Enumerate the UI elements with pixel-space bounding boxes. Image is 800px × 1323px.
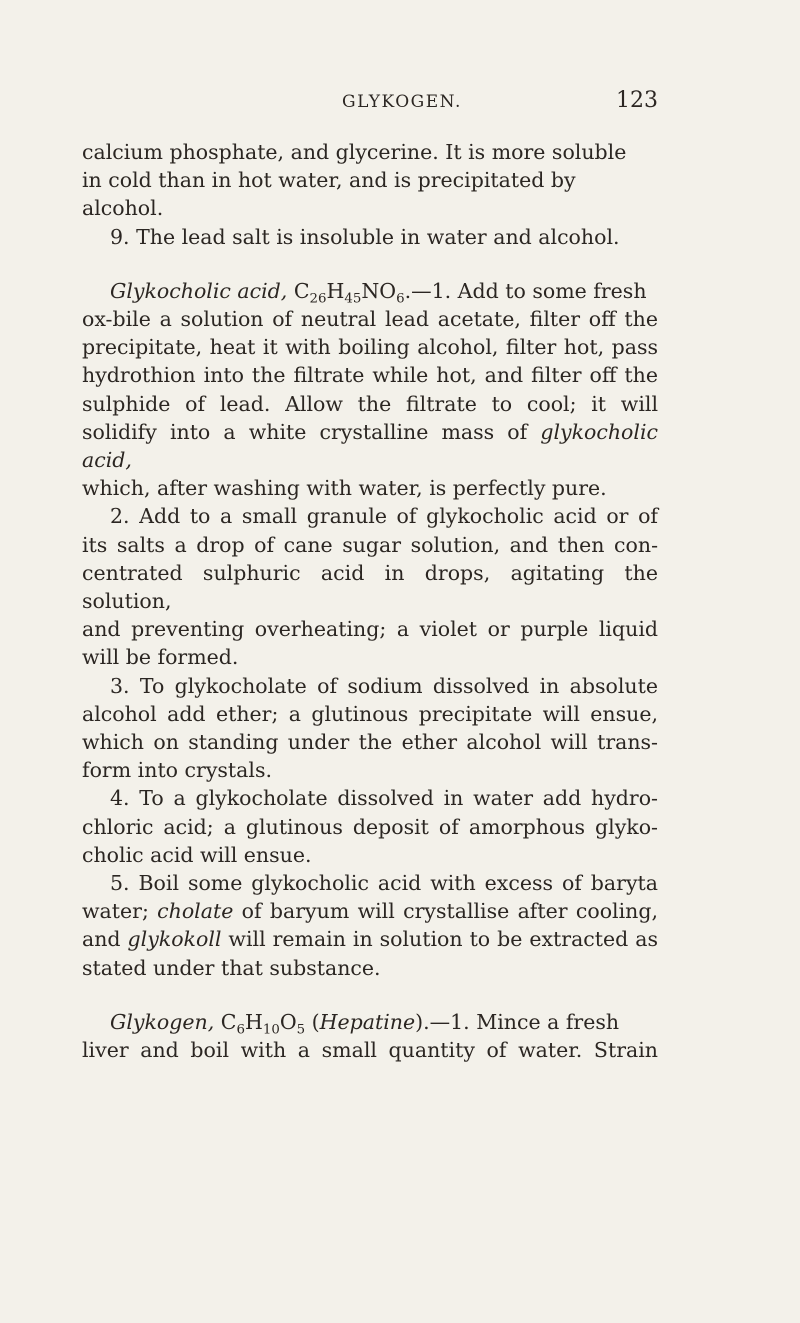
text-line bbox=[82, 897, 658, 925]
running-title: GLYKOGEN. bbox=[342, 92, 462, 112]
text-line: calcium phosphate, and glycerine. It is more soluble bbox=[82, 140, 627, 164]
text-line: and preventing overheating; a violet or purple liquid bbox=[82, 617, 658, 642]
text-line: 4. To a glykocholate dissolved in water add hydro- bbox=[110, 786, 658, 811]
text-run: .—1. Add to some fresh bbox=[404, 278, 647, 303]
text-line: will be formed. bbox=[82, 645, 239, 670]
glykocholic-acid-body bbox=[82, 305, 658, 502]
numbered-item-2 bbox=[82, 502, 658, 530]
page-number: 123 bbox=[616, 88, 658, 113]
text-run: ( bbox=[311, 1009, 320, 1034]
formula-subscript: 10 bbox=[262, 1022, 280, 1038]
text-line: in cold than in hot water, and is precipitated by bbox=[82, 168, 576, 193]
text-line: stated under that substance. bbox=[82, 955, 381, 980]
term-glykogen: Glykogen, bbox=[110, 1009, 215, 1034]
formula-subscript: 6 bbox=[236, 1022, 245, 1038]
formula-element: NO bbox=[361, 278, 397, 303]
text-run: solidify into a white crystalline mass of bbox=[82, 419, 541, 444]
formula-element: H bbox=[326, 278, 345, 303]
text-line: cholic acid will ensue. bbox=[82, 842, 312, 867]
text-line: which on standing under the ether alcohol will trans- bbox=[82, 730, 658, 755]
term-cholate: cholate bbox=[157, 899, 234, 924]
text-run: and bbox=[82, 927, 128, 952]
paragraph-continuation bbox=[82, 138, 658, 223]
text-line: hydrothion into the filtrate while hot, and filter off the bbox=[82, 363, 658, 388]
text-run: will remain in solution to be extracted as bbox=[221, 927, 658, 952]
text-line: its salts a drop of cane sugar solution, and then con- bbox=[82, 532, 658, 557]
glykocholic-acid-section bbox=[82, 277, 658, 305]
term-hepatine: Hepatine bbox=[319, 1009, 416, 1034]
formula-subscript: 5 bbox=[296, 1022, 306, 1038]
numbered-item-2-body bbox=[82, 531, 658, 672]
term-glykocholic-acid: Glykocholic acid, bbox=[110, 278, 288, 303]
glykogen-section bbox=[82, 1008, 658, 1036]
text-line bbox=[82, 925, 658, 953]
text-line: 9. The lead salt is insoluble in water and alcohol. bbox=[110, 224, 620, 249]
formula-element: C bbox=[220, 1009, 237, 1034]
text-run: of baryum will crystallise after cooling, bbox=[233, 899, 658, 924]
term-glykokoll: glykokoll bbox=[127, 927, 222, 952]
numbered-item-5-body bbox=[82, 897, 658, 982]
text-line: sulphide of lead. Allow the filtrate to cool; it will bbox=[82, 391, 658, 416]
glykogen-body bbox=[82, 1036, 658, 1064]
numbered-item-9 bbox=[82, 223, 658, 251]
formula-element: C bbox=[293, 278, 310, 303]
text-line: 2. Add to a small granule of glykocholic acid or of bbox=[110, 504, 658, 529]
numbered-item-4-body bbox=[82, 813, 658, 869]
formula-subscript: 26 bbox=[309, 291, 327, 307]
formula-element: O bbox=[279, 1009, 297, 1034]
numbered-item-3 bbox=[82, 672, 658, 700]
formula-subscript: 6 bbox=[396, 291, 405, 307]
text-line: which, after washing with water, is perfectly pure. bbox=[82, 476, 607, 501]
numbered-item-3-body bbox=[82, 700, 658, 785]
page-body bbox=[82, 138, 658, 1064]
text-line: alcohol add ether; a glutinous precipitate will ensue, bbox=[82, 701, 658, 726]
numbered-item-4 bbox=[82, 784, 658, 812]
numbered-item-5 bbox=[82, 869, 658, 897]
text-line: centrated sulphuric acid in drops, agitating the solution, bbox=[82, 560, 658, 614]
text-line: alcohol. bbox=[82, 196, 164, 221]
formula-glykocholic-acid bbox=[293, 278, 405, 307]
text-line: liver and boil with a small quantity of water. Strain bbox=[82, 1038, 658, 1063]
text-line bbox=[82, 418, 658, 474]
text-line: precipitate, heat it with boiling alcohol, filter hot, pass bbox=[82, 335, 658, 360]
text-line: form into crystals. bbox=[82, 758, 272, 783]
formula-glykogen bbox=[220, 1009, 306, 1038]
text-line: chloric acid; a glutinous deposit of amorphous glyko- bbox=[82, 814, 658, 839]
formula-subscript: 45 bbox=[344, 291, 362, 307]
page-header bbox=[82, 88, 658, 118]
term-glykocholic-acid-italic: glykocholic acid, bbox=[82, 419, 658, 473]
text-line: 3. To glykocholate of sodium dissolved in absolute bbox=[110, 673, 658, 698]
text-run: water; bbox=[82, 899, 158, 924]
text-line: 5. Boil some glykocholic acid with excess of baryta bbox=[110, 871, 658, 896]
text-line: ox-bile a solution of neutral lead acetate, filter off the bbox=[82, 307, 658, 332]
formula-element: H bbox=[244, 1009, 263, 1034]
text-run: ).—1. Mince a fresh bbox=[415, 1009, 620, 1034]
